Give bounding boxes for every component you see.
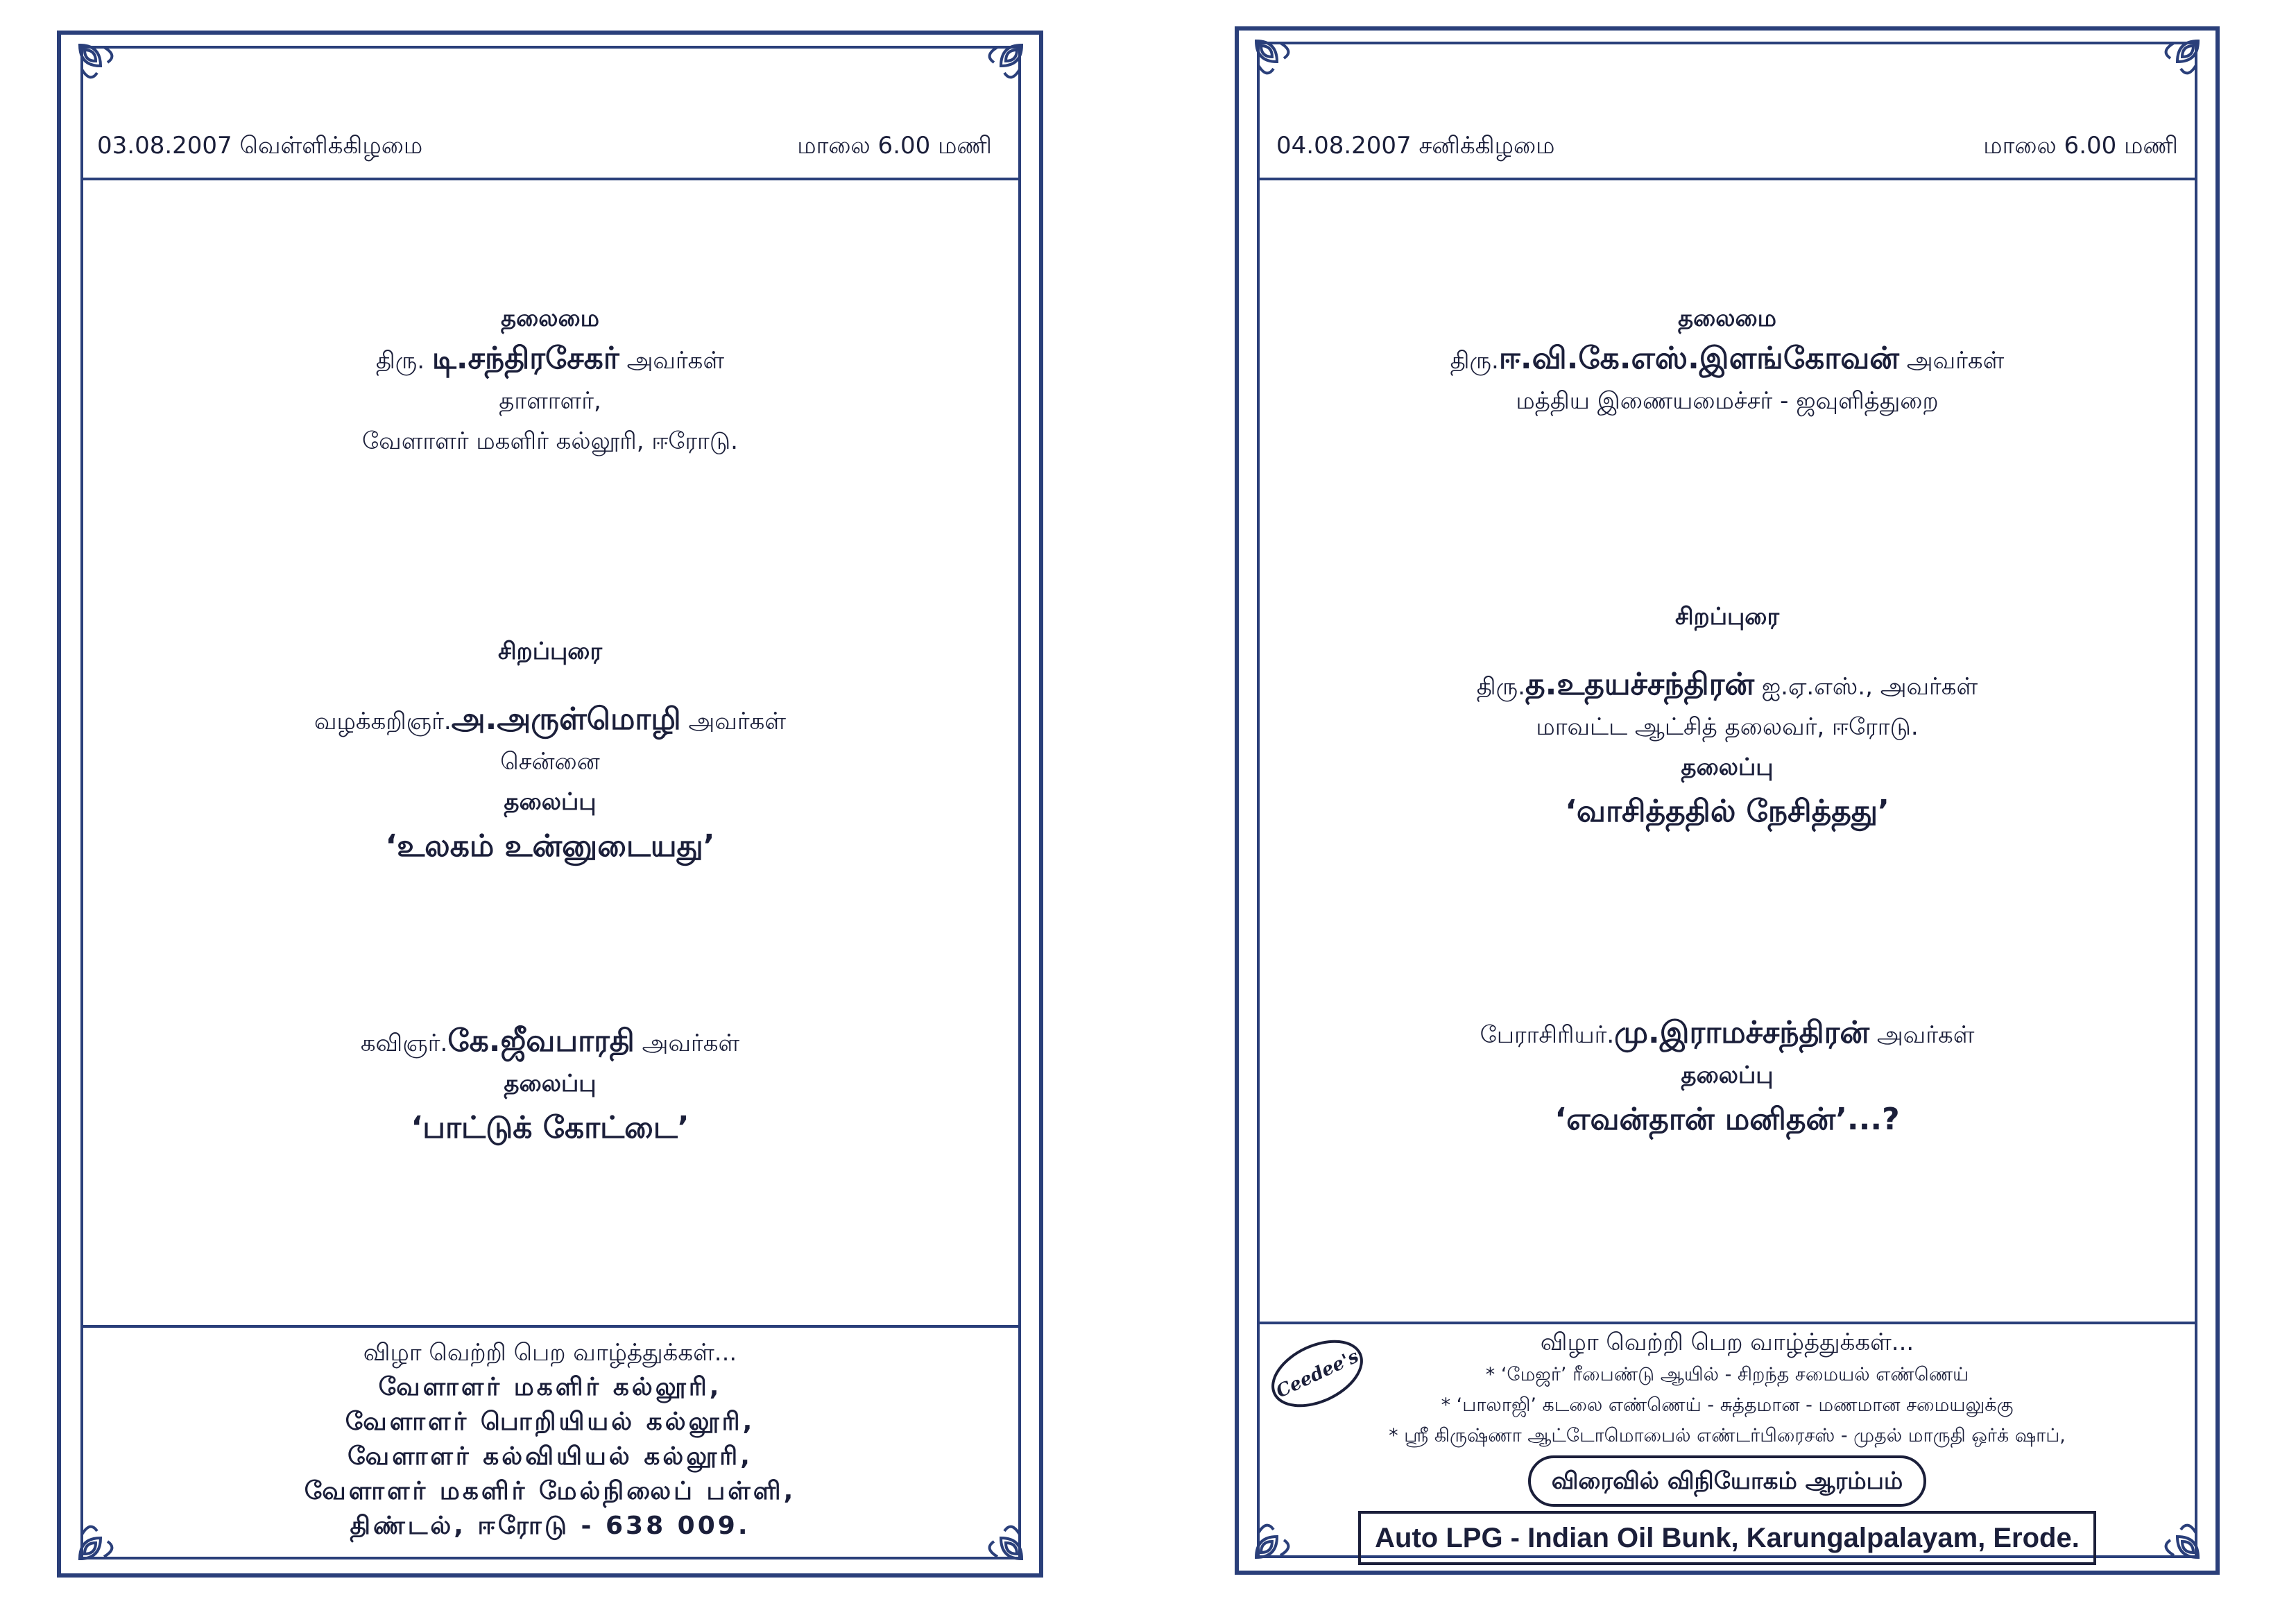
right-special-prefix: திரு. xyxy=(1476,673,1525,701)
left-chair-name-line xyxy=(57,339,1043,381)
left-special-topic: ‘உலகம் உன்னுடையது’ xyxy=(385,828,715,864)
right-chair-role: மத்திய இணையமைச்சர் - ஜவுளித்துறை xyxy=(1516,387,1939,415)
right-ad-lpg: Auto LPG - Indian Oil Bunk, Karungalpalayam, Erode. xyxy=(1358,1511,2096,1565)
right-chair-heading: தலைமை xyxy=(1677,305,1777,332)
right-ad-3: * ஸ்ரீ கிருஷ்ணா ஆட்டோமொபைல் எண்டர்பிரைசஸ் - முதல் மாருதி ஒர்க் ஷாப், xyxy=(1389,1425,2066,1446)
ornament-top-left-icon xyxy=(1253,37,1301,86)
right-footer xyxy=(1235,1325,2220,1565)
left-poet-name-line xyxy=(57,1021,1043,1063)
ornament-top-right-icon xyxy=(977,42,1025,90)
right-special-topic-label: தலைப்பு xyxy=(1681,753,1774,781)
left-special-topic-label: தலைப்பு xyxy=(504,788,597,816)
left-chair-suffix: அவர்கள் xyxy=(626,347,725,375)
left-poet-prefix: கவிஞர். xyxy=(360,1029,448,1057)
left-chair-name: டி.சந்திரசேகர் xyxy=(431,341,619,376)
right-professor-name: மு.இராமச்சந்திரன் xyxy=(1614,1015,1870,1050)
right-section-professor xyxy=(1235,1013,2220,1144)
right-chair-suffix: அவர்கள் xyxy=(1906,347,2005,375)
right-ad-1: * ‘மேஜர்’ ரீபைண்டு ஆயில் - சிறந்த சமையல் எண்ணெய் xyxy=(1485,1364,1969,1385)
right-professor-topic-label: தலைப்பு xyxy=(1681,1061,1774,1089)
right-header-rule xyxy=(1257,178,2197,180)
left-section-special xyxy=(57,631,1043,871)
ornament-top-right-icon xyxy=(2153,37,2202,86)
left-special-heading: சிறப்புரை xyxy=(497,638,603,665)
right-section-special xyxy=(1235,597,2220,836)
right-page xyxy=(1138,0,2280,1624)
left-footer-2: வேளாளர் பொறியியல் கல்லூரி, xyxy=(345,1408,755,1436)
left-special-name: அ.அருள்மொழி xyxy=(451,701,681,737)
left-poet-name: கே.ஜீவபாரதி xyxy=(447,1023,635,1059)
right-special-topic: ‘வாசித்ததில் நேசித்தது’ xyxy=(1565,794,1889,829)
left-special-name-line xyxy=(57,699,1043,742)
left-footer-4: வேளாளர் மகளிர் மேல்நிலைப் பள்ளி, xyxy=(304,1477,796,1505)
left-special-suffix: அவர்கள் xyxy=(688,708,787,735)
ornament-top-left-icon xyxy=(76,42,125,90)
right-chair-name-line xyxy=(1235,339,2220,381)
left-date: 03.08.2007 வெள்ளிக்கிழமை xyxy=(97,132,423,160)
left-special-place: சென்னை xyxy=(500,748,600,776)
svg-text:Ceedee's: Ceedee's xyxy=(1273,1346,1362,1403)
right-special-name-line xyxy=(1235,665,2220,707)
right-ad-coming: விரைவில் விநியோகம் ஆரம்பம் xyxy=(1528,1455,1927,1507)
left-footer-greet: விழா வெற்றி பெற வாழ்த்துக்கள்... xyxy=(363,1339,737,1367)
left-chair-prefix: திரு. xyxy=(375,347,425,375)
left-chair-org: வேளாளர் மகளிர் கல்லூரி, ஈரோடு. xyxy=(362,427,738,455)
left-footer xyxy=(57,1335,1043,1544)
right-special-role: மாவட்ட ஆட்சித் தலைவர், ஈரோடு. xyxy=(1536,713,1919,741)
right-special-heading: சிறப்புரை xyxy=(1674,603,1780,631)
right-time: மாலை 6.00 மணி xyxy=(1983,132,2178,160)
left-header-rule xyxy=(80,178,1021,180)
right-professor-topic: ‘எவன்தான் மனிதன்’...? xyxy=(1554,1102,1900,1137)
right-section-chair xyxy=(1235,298,2220,421)
right-ad-2: * ‘பாலாஜி’ கடலை எண்ணெய் - சுத்தமான - மணமான சமையலுக்கு xyxy=(1441,1394,2014,1416)
left-chair-heading: தலைமை xyxy=(500,305,600,332)
right-chair-prefix: திரு. xyxy=(1450,347,1499,375)
left-footer-1: வேளாளர் மகளிர் கல்லூரி, xyxy=(378,1373,722,1401)
left-poet-topic: ‘பாட்டுக் கோட்டை’ xyxy=(411,1110,689,1145)
right-chair-name: ஈ.வி.கே.எஸ்.இளங்கோவன் xyxy=(1498,341,1899,376)
left-page xyxy=(0,0,1138,1624)
right-professor-suffix: அவர்கள் xyxy=(1876,1021,1975,1049)
left-footer-3: வேளாளர் கல்வியியல் கல்லூரி, xyxy=(348,1442,753,1471)
right-date: 04.08.2007 சனிக்கிழமை xyxy=(1276,132,1555,160)
left-special-prefix: வழக்கறிஞர். xyxy=(314,708,452,735)
right-header xyxy=(1276,132,2178,162)
right-special-name: த.உதயச்சந்திரன் xyxy=(1525,667,1755,702)
right-footer-rule xyxy=(1257,1322,2197,1324)
left-footer-rule xyxy=(80,1325,1021,1328)
left-poet-suffix: அவர்கள் xyxy=(642,1029,740,1057)
right-professor-prefix: பேராசிரியர். xyxy=(1480,1021,1615,1049)
left-section-poet xyxy=(57,1021,1043,1152)
right-professor-name-line xyxy=(1235,1013,2220,1055)
left-chair-role: தாளாளர், xyxy=(499,387,601,415)
left-footer-5: திண்டல், ஈரோடு - 638 009. xyxy=(350,1512,751,1540)
left-header xyxy=(97,132,992,162)
left-section-chair xyxy=(57,298,1043,461)
right-footer-greet: விழா வெற்றி பெற வாழ்த்துக்கள்... xyxy=(1540,1328,1914,1356)
left-time: மாலை 6.00 மணி xyxy=(797,132,992,160)
right-special-suffix: ஐ.ஏ.எஸ்., அவர்கள் xyxy=(1761,673,1978,701)
left-poet-topic-label: தலைப்பு xyxy=(504,1070,597,1097)
